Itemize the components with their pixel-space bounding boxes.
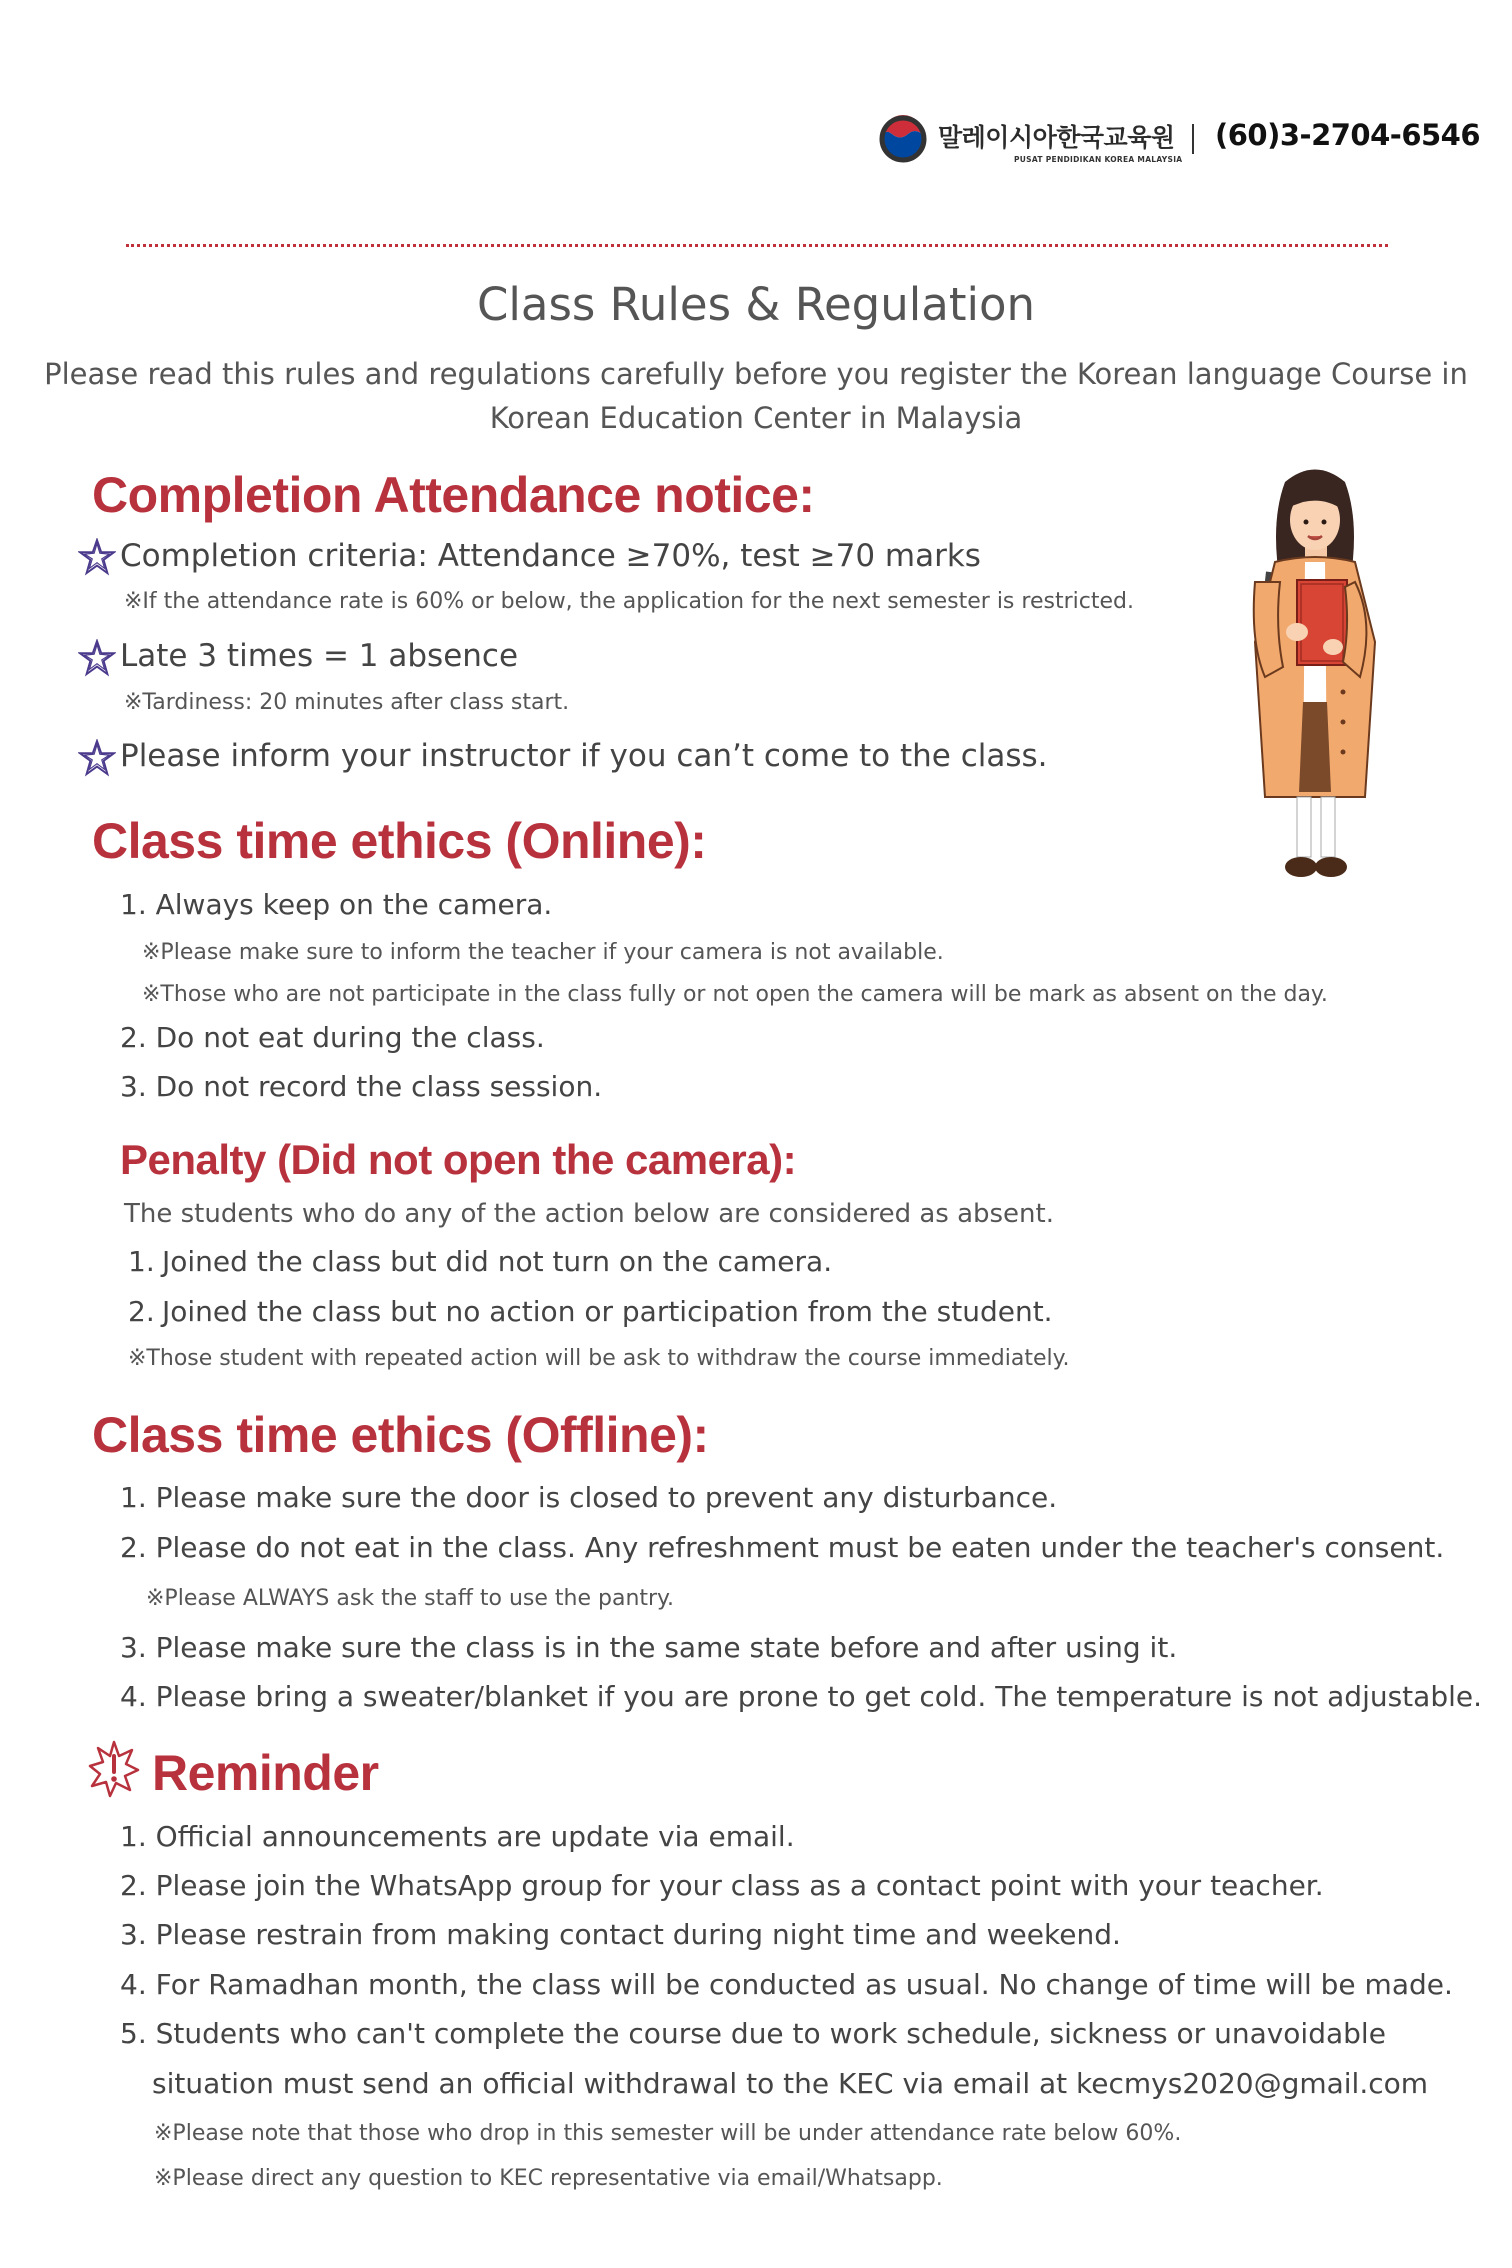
reminder-note-2: ※Please direct any question to KEC representative via email/Whatsapp.	[154, 2166, 943, 2191]
penalty-note: ※Those student with repeated action will be ask to withdraw the course immediately.	[128, 1346, 1070, 1371]
alert-icon	[88, 1738, 140, 1800]
org-name-malay: PUSAT PENDIDIKAN KOREA MALAYSIA	[1014, 155, 1183, 164]
reminder-item-1: 1. Official announcements are update via email.	[120, 1820, 795, 1853]
kec-logo-icon	[878, 114, 928, 164]
header-separator	[1192, 124, 1194, 154]
online-note-1a: ※Please make sure to inform the teacher if your camera is not available.	[142, 940, 944, 965]
online-item-1: 1. Always keep on the camera.	[120, 888, 553, 921]
completion-item-3: Please inform your instructor if you can’t come to the class.	[120, 738, 1048, 774]
completion-item-1: Completion criteria: Attendance ≥70%, test ≥70 marks	[120, 538, 981, 574]
offline-item-4: 4. Please bring a sweater/blanket if you are prone to get cold. The temperature is not adjustable.	[120, 1680, 1482, 1713]
reminder-item-2: 2. Please join the WhatsApp group for your class as a contact point with your teacher.	[120, 1869, 1324, 1902]
offline-item-1: 1. Please make sure the door is closed to prevent any disturbance.	[120, 1481, 1058, 1514]
star-icon	[78, 739, 116, 777]
completion-heading: Completion Attendance notice:	[92, 467, 815, 523]
offline-item-2: 2. Please do not eat in the class. Any refreshment must be eaten under the teacher's consent.	[120, 1531, 1445, 1564]
online-heading: Class time ethics (Online):	[92, 813, 707, 869]
reminder-item-5a: 5. Students who can't complete the course due to work schedule, sickness or unavoidable	[120, 2017, 1386, 2050]
org-name-korean: 말레이시아한국교육원	[938, 123, 1175, 152]
penalty-heading: Penalty (Did not open the camera):	[120, 1136, 797, 1183]
penalty-item-1-number: 1.	[128, 1245, 155, 1278]
penalty-item-2-number: 2.	[128, 1295, 155, 1328]
intro-line-1: Please read this rules and regulations carefully before you register the Korean language Course in	[44, 357, 1468, 391]
completion-note-2: ※Tardiness: 20 minutes after class start.	[124, 690, 570, 715]
star-icon	[78, 639, 116, 677]
reminder-item-3: 3. Please restrain from making contact during night time and weekend.	[120, 1918, 1121, 1951]
phone-number: (60)3-2704-6546	[1215, 118, 1481, 152]
reminder-item-5b: situation must send an official withdrawal to the KEC via email at kecmys2020@gmail.com	[152, 2067, 1429, 2100]
penalty-intro: The students who do any of the action below are considered as absent.	[124, 1199, 1054, 1229]
reminder-note-1: ※Please note that those who drop in this semester will be under attendance rate below 60%.	[154, 2121, 1182, 2146]
page-title: Class Rules & Regulation	[476, 278, 1036, 331]
intro-line-2: Korean Education Center in Malaysia	[489, 401, 1023, 435]
dotted-divider	[126, 244, 1388, 247]
penalty-item-1: Joined the class but did not turn on the camera.	[162, 1245, 833, 1278]
completion-item-2: Late 3 times = 1 absence	[120, 638, 519, 674]
offline-item-3: 3. Please make sure the class is in the same state before and after using it.	[120, 1631, 1178, 1664]
reminder-heading: Reminder	[152, 1745, 379, 1801]
star-icon	[78, 538, 116, 576]
completion-note-1: ※If the attendance rate is 60% or below, the application for the next semester is restricted.	[124, 589, 1134, 614]
offline-heading: Class time ethics (Offline):	[92, 1407, 709, 1463]
online-note-1b: ※Those who are not participate in the class fully or not open the camera will be mark as absent on the day.	[142, 982, 1328, 1007]
reminder-item-4: 4. For Ramadhan month, the class will be conducted as usual. No change of time will be made.	[120, 1968, 1453, 2001]
penalty-item-2: Joined the class but no action or participation from the student.	[162, 1295, 1053, 1328]
offline-note-2: ※Please ALWAYS ask the staff to use the pantry.	[146, 1586, 674, 1611]
online-item-2: 2. Do not eat during the class.	[120, 1021, 545, 1054]
student-illustration	[1225, 462, 1405, 912]
online-item-3: 3. Do not record the class session.	[120, 1070, 603, 1103]
